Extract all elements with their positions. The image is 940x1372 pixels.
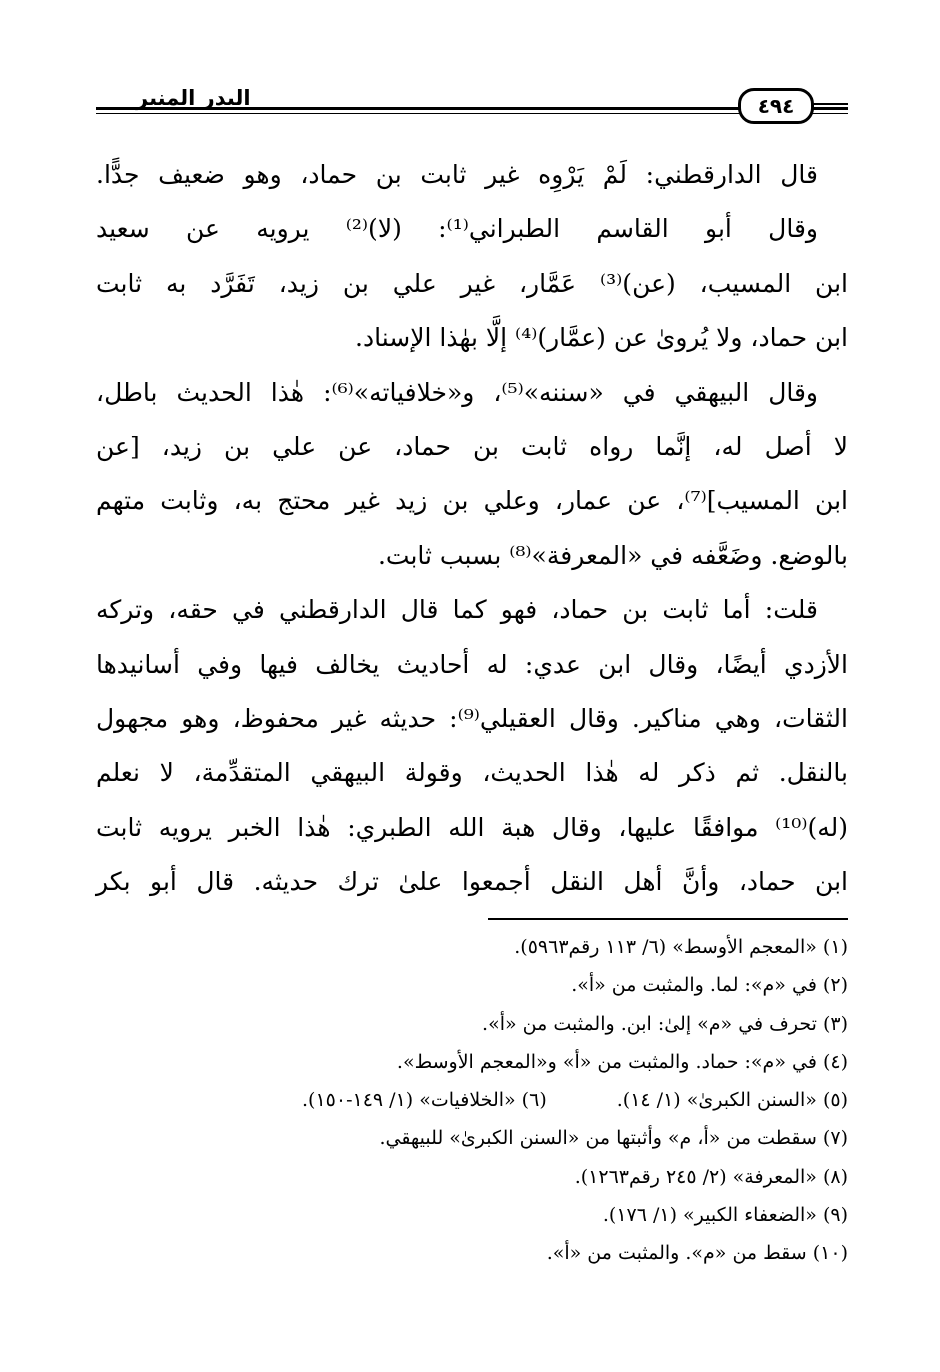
- footnote: (٧) سقطت من «أ، م» وأثبتها من «السنن الكبرىٰ» للبيهقي.: [379, 1127, 848, 1150]
- text-line: قال الدارقطني: لَمْ يَرْوِه غير ثابت بن حماد، وهو ضعيف جدًّا.: [96, 160, 818, 189]
- footnotes: [96, 928, 848, 1273]
- text-line: بالنقل. ثم ذكر له هٰذا الحديث، وقولة البيهقي المتقدِّمة، لا نعلم: [96, 758, 848, 788]
- header-rule-thin: [96, 113, 848, 114]
- footnote: (٦) «الخلافيات» (١/ ١٤٩-١٥٠).: [301, 1089, 547, 1112]
- text-line: ابن المسيب]⁽⁷⁾، عن عمار، وعلي بن زيد غير محتج به، وثابت متهم: [96, 486, 848, 516]
- running-title: البدر المنير: [136, 86, 251, 110]
- text-line: بالوضع. وضَعَّفه في «المعرفة»⁽⁸⁾ بسبب ثابت.: [377, 540, 848, 570]
- page-number-badge: ٤٩٤: [738, 88, 814, 124]
- text-line: وقال البيهقي في «سننه»⁽⁵⁾، و«خلافياته»⁽⁶⁾: هٰذا الحديث باطل،: [96, 377, 819, 407]
- text-line: الثقات، وهي مناكير. وقال العقيلي⁽⁹⁾: حديثه غير محفوظ، وهو مجهول: [96, 704, 848, 734]
- text-line: ابن حماد، ولا يُروىٰ عن (عمَّار)⁽⁴⁾ إلَّا بهٰذا الإسناد.: [355, 323, 848, 353]
- footnote: (٩) «الضعفاء الكبير» (١/ ١٧٦).: [602, 1204, 848, 1227]
- footnote: (١٠) سقط من «م». والمثبت من «أ».: [546, 1242, 848, 1265]
- text-line: ابن المسيب، (عن)⁽³⁾ عَمَّار، غير علي بن زيد، تَفَرَّد به ثابت: [96, 268, 848, 298]
- header-rule-ornament: [812, 103, 848, 105]
- footnote: (٢) في «م»: لما. والمثبت من «أ».: [571, 974, 848, 997]
- footnote: (٥) «السنن الكبرىٰ» (١/ ١٤).: [616, 1089, 848, 1112]
- text-line: قلت: أما ثابت بن حماد، فهو كما قال الدارقطني في حقه، وتركه: [96, 595, 818, 625]
- footnote: (٤) في «م»: حماد. والمثبت من «أ» و«المعجم الأوسط».: [396, 1050, 848, 1073]
- page-header: [96, 80, 848, 130]
- text-line: لا أصل له، إنَّما رواه ثابت بن حماد، عن علي بن زيد، [عن: [96, 432, 848, 462]
- text-line: وقال أبو القاسم الطبراني⁽¹⁾: (لا)⁽²⁾ يرويه عن سعيد: [96, 214, 818, 244]
- text-line: ابن حماد، وأنَّ أهل النقل أجمعوا علىٰ ترك حديثه. قال أبو بكر: [96, 867, 848, 897]
- footnote: (٨) «المعرفة» (٢/ ٢٤٥ رقم١٢٦٣).: [574, 1165, 848, 1188]
- text-line: (له)⁽¹⁰⁾ موافقًا عليها، وقال هبة الله الطبري: هٰذا الخبر يرويه ثابت: [96, 812, 848, 842]
- footnote-separator: [488, 918, 848, 920]
- main-text: [96, 148, 848, 910]
- footnote: (٣) تحرف في «م» إلىٰ: ابن. والمثبت من «أ».: [482, 1012, 848, 1035]
- footnote-pair: [96, 1081, 848, 1119]
- footnote: (١) «المعجم الأوسط» (٦/ ١١٣ رقم٥٩٦٣).: [514, 936, 848, 958]
- text-line: الأزدي أيضًا، وقال ابن عدي: له أحاديث يخالف فيها وفي أسانيدها: [96, 649, 848, 679]
